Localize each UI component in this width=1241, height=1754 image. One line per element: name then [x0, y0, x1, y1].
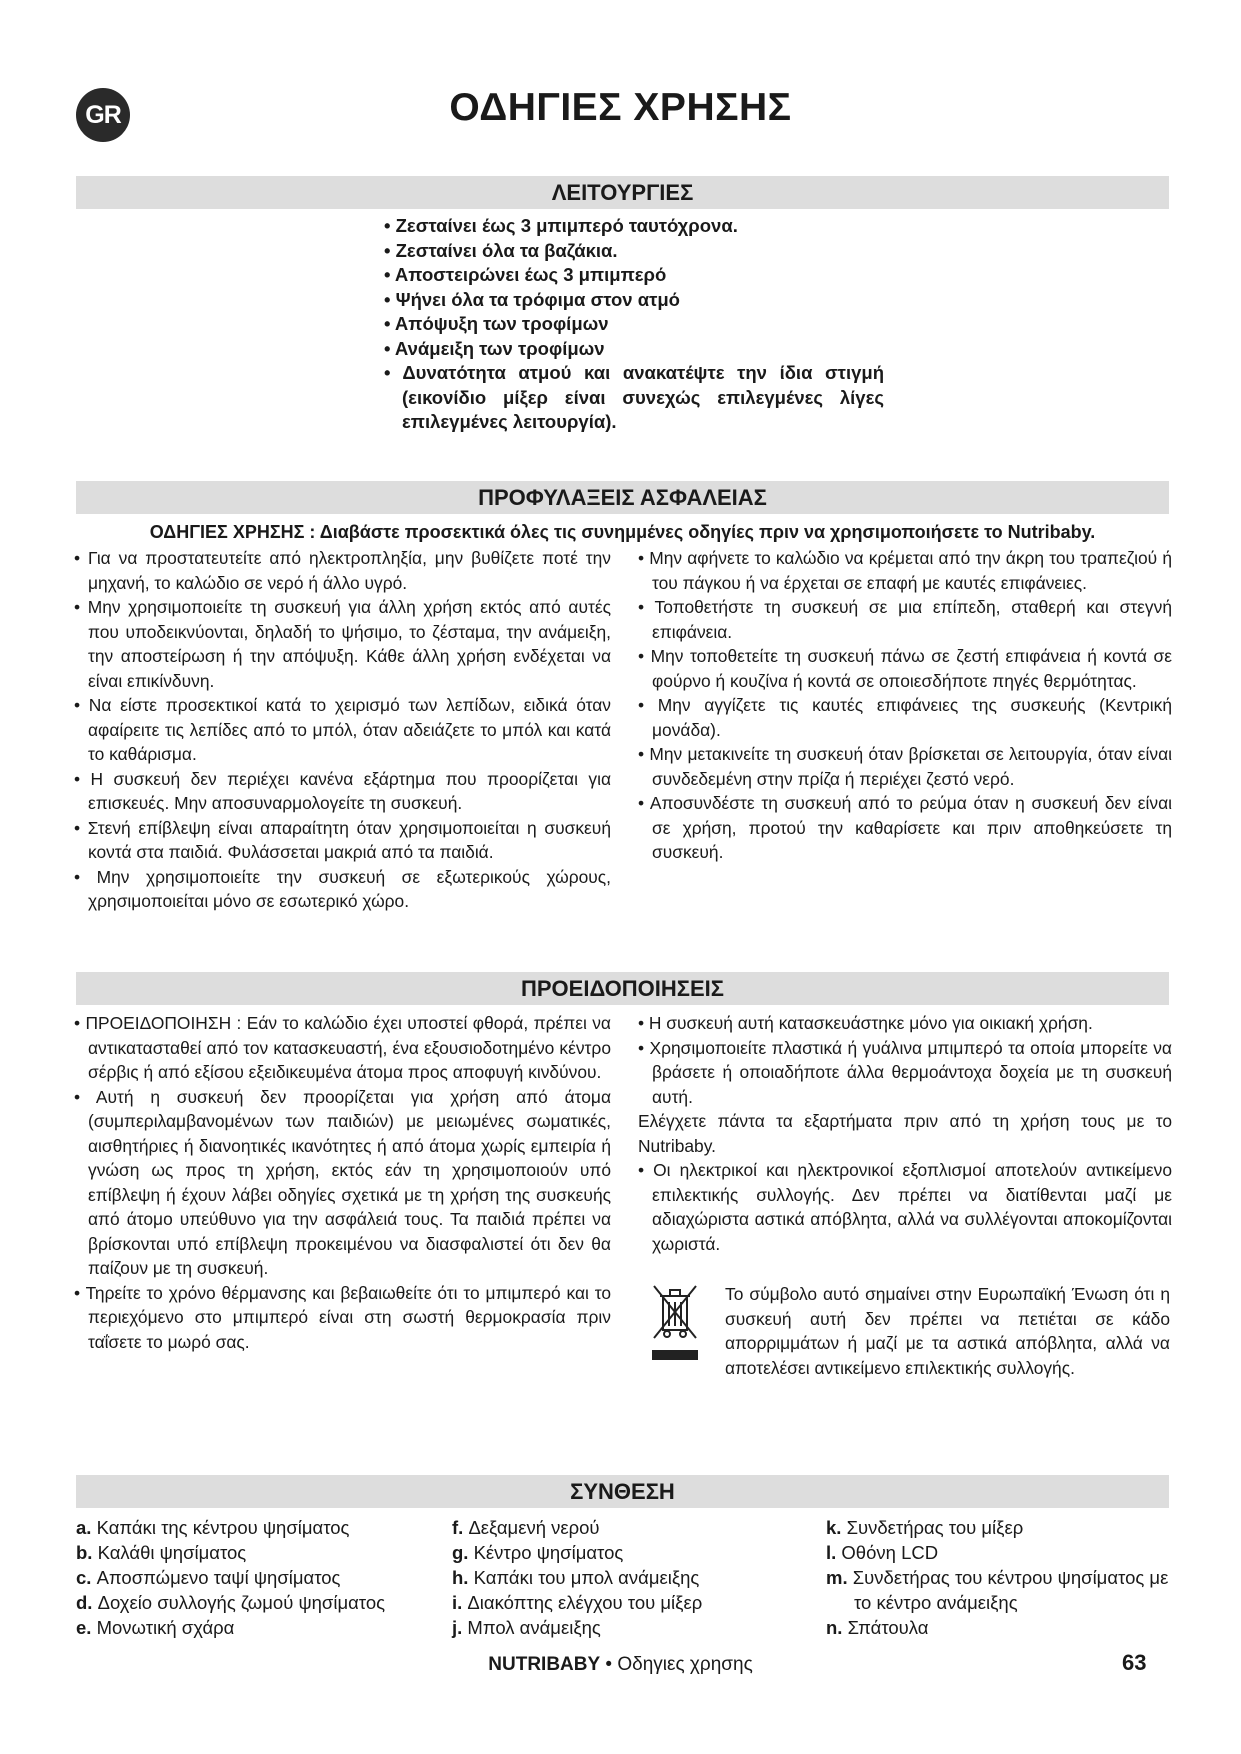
- page-number: 63: [1122, 1650, 1147, 1675]
- weee-description: Το σύμβολο αυτό σημαίνει στην Ευρωπαϊκή Ένωση ότι η συσκευή αυτή δεν πρέπει να πετιέται σε κάδο απορριμμάτων ή μαζί με τα αστικά απόβλητα, αλλά να αποτελέσει αντικείμενο επιλεκτικής συλλογής.: [725, 1284, 1170, 1378]
- parts-column-3: [826, 1515, 1171, 1640]
- parts-column-1: [76, 1515, 436, 1640]
- part-item: k. Συνδετήρας του μίξερ: [826, 1517, 1024, 1538]
- parts-column-2: [452, 1515, 782, 1640]
- safety-item: • Μην μετακινείτε τη συσκευή όταν βρίσκεται σε λειτουργία, όταν είναι συνδεδεμένη στην πρίζα ή περιέχει ζεστό νερό.: [638, 744, 1172, 789]
- warning-item: • Τηρείτε το χρόνο θέρμανσης και βεβαιωθείτε ότι το μπιμπερό και το περιεχόμενο στο μπιμπερό είναι στη σωστή θερμοκρασία πριν ταΐσετε το μωρό σας.: [74, 1282, 611, 1352]
- safety-item: • Μην χρησιμοποιείτε την συσκευή σε εξωτερικούς χώρους, χρησιμοποιείται μόνο σε εσωτερικό χώρο.: [74, 866, 611, 911]
- part-item: h. Καπάκι του μπολ ανάμειξης: [452, 1567, 700, 1588]
- part-item: f. Δεξαμενή νερού: [452, 1517, 600, 1538]
- features-list: [384, 214, 884, 435]
- feature-item: • Αποστειρώνει έως 3 μπιμπερό: [384, 264, 667, 285]
- footer-separator: •: [600, 1654, 618, 1675]
- feature-item: • Ψήνει όλα τα τρόφιμα στον ατμό: [384, 288, 680, 310]
- page-title: ΟΔΗΓΙΕΣ ΧΡΗΣΗΣ: [449, 86, 792, 129]
- footer-brand: NUTRIBABY: [488, 1654, 601, 1675]
- safety-right-column: [638, 546, 1172, 865]
- section-header-features: ΛΕΙΤΟΥΡΓΙΕΣ: [76, 176, 1169, 209]
- feature-item: • Ζεσταίνει έως 3 μπιμπερό ταυτόχρονα.: [384, 215, 738, 236]
- part-item: e. Μονωτική σχάρα: [76, 1617, 235, 1638]
- safety-intro: ΟΔΗΓΙΕΣ ΧΡΗΣΗΣ : Διαβάστε προσεκτικά όλες τις συνημμένες οδηγίες πριν να χρησιμοποιήσετε το Nutribaby.: [149, 522, 1096, 542]
- warning-item: • Αυτή η συσκευή δεν προορίζεται για χρήση από άτομα (συμπεριλαμβανομένων των παιδιών) με μειωμένες σωματικές, αισθητήριες ή διανοητικές ικανότητες ή από άτομα χωρίς εμπειρία ή γνώση ως προς τη χρήση, εκτός εάν τη χρησιμοποιούν υπό επίβλεψη ή έχουν λάβει οδηγίες σχετικά με τη χρήση της συσκευής από άτομο υπεύθυνο για την ασφάλειά τους. Τα παιδιά πρέπει να βρίσκονται υπό επίβλεψη προκειμένου να διασφαλιστεί ότι δεν θα παίζουν με τη συσκευή.: [74, 1086, 611, 1278]
- feature-item: • Ανάμειξη των τροφίμων: [384, 337, 605, 359]
- section-header-composition: ΣΥΝΘΕΣΗ: [76, 1475, 1169, 1508]
- safety-item: • Στενή επίβλεψη είναι απαραίτητη όταν χρησιμοποιείται η συσκευή κοντά στα παιδιά. Φυλάσσεται μακριά από τα παιδιά.: [74, 817, 611, 862]
- warning-item: • Οι ηλεκτρικοί και ηλεκτρονικοί εξοπλισμοί αποτελούν αντικείμενο επιλεκτικής συλλογής. Δεν πρέπει να διατίθενται μαζί με αδιαχώριστα αστικά απόβλητα, αλλά να συλλέγονται αποκομίζονται χωριστά.: [638, 1160, 1172, 1254]
- safety-item: • Αποσυνδέστε τη συσκευή από το ρεύμα όταν η συσκευή δεν είναι σε χρήση, προτού την καθαρίσετε και πριν αποθηκεύσετε τη συσκευή.: [638, 793, 1172, 862]
- safety-item: • Μην αφήνετε το καλώδιο να κρέμεται από την άκρη του τραπεζιού ή του πάγκου ή να έρχεται σε επαφή με καυτές επιφάνειες.: [638, 548, 1172, 593]
- safety-item: • Τοποθετήστε τη συσκευή σε μια επίπεδη, σταθερή και στεγνή επιφάνεια.: [638, 597, 1172, 642]
- part-item: i. Διακόπτης ελέγχου του μίξερ: [452, 1592, 703, 1613]
- page-footer: [0, 1654, 1241, 1676]
- warnings-right-column: [638, 1011, 1172, 1256]
- safety-item: • Για να προστατευτείτε από ηλεκτροπληξία, μην βυθίζετε ποτέ την μηχανή, το καλώδιο σε νερό ή άλλο υγρό.: [74, 548, 611, 593]
- weee-bin-icon: [650, 1282, 700, 1362]
- safety-item: • Μην τοποθετείτε τη συσκευή πάνω σε ζεστή επιφάνεια ή κοντά σε φούρνο ή κουζίνα ή κοντά σε οποιεσδήποτε πηγές θερμότητας.: [638, 646, 1172, 691]
- part-item: b. Καλάθι ψησίματος: [76, 1542, 247, 1563]
- part-item: m. Συνδετήρας του κέντρου ψησίματος με το κέντρο ανάμειξης: [826, 1567, 1169, 1613]
- safety-item: • Η συσκευή δεν περιέχει κανένα εξάρτημα που προορίζεται για επισκευές. Μην αποσυναρμολογείτε τη συσκευή.: [74, 768, 611, 813]
- safety-item: • Μην χρησιμοποιείτε τη συσκευή για άλλη χρήση εκτός από αυτές που υποδεικνύονται, δηλαδή το ψήσιμο, το ζέσταμα, την ανάμειξη, την αποστείρωση ή την απόψυξη. Κάθε άλλη χρήση ενδέχεται να είναι επικίνδυνη.: [74, 597, 611, 691]
- warning-item: • Χρησιμοποιείτε πλαστικά ή γυάλινα μπιμπερό τα οποία μπορείτε να βράσετε ή οποιαδήποτε άλλα θερμοάντοχα δοχεία με τη συσκευή αυτή.: [638, 1037, 1172, 1107]
- feature-item: • Ζεσταίνει όλα τα βαζάκια.: [384, 239, 618, 261]
- section-header-safety: ΠΡΟΦΥΛΑΞΕΙΣ ΑΣΦΑΛΕΙΑΣ: [76, 481, 1169, 514]
- part-item: l. Οθόνη LCD: [826, 1542, 939, 1563]
- part-item: c. Αποσπώμενο ταψί ψησίματος: [76, 1567, 341, 1588]
- feature-item: • Δυνατότητα ατμού και ανακατέψτε την ίδια στιγμή (εικονίδιο μίξερ είναι συνεχώς επιλεγμένες λίγες επιλεγμένες λειτουργία).: [384, 362, 884, 432]
- warning-item: Ελέγχετε πάντα τα εξαρτήματα πριν από τη χρήση τους με το Nutribaby.: [638, 1111, 1172, 1156]
- warning-item: • Η συσκευή αυτή κατασκευάστηκε μόνο για οικιακή χρήση.: [638, 1013, 1093, 1033]
- section-header-warnings: ΠΡΟΕΙΔΟΠΟΙΗΣΕΙΣ: [76, 972, 1169, 1005]
- warning-item: • ΠΡΟΕΙΔΟΠΟΙΗΣΗ : Εάν το καλώδιο έχει υποστεί φθορά, πρέπει να αντικατασταθεί από τον κατασκευαστή, ένα εξουσιοδοτημένο κέντρο σέρβις ή από εξίσου εξειδικευμένα άτομα προς αποφυγή κινδύνου.: [74, 1013, 611, 1082]
- part-item: g. Κέντρο ψησίματος: [452, 1542, 624, 1563]
- footer-text: Οδηγιες χρησης: [617, 1654, 753, 1675]
- warnings-left-column: [74, 1011, 611, 1354]
- part-item: d. Δοχείο συλλογής ζωμού ψησίματος: [76, 1592, 386, 1613]
- part-item: j. Μπολ ανάμειξης: [452, 1617, 601, 1638]
- feature-item: • Απόψυξη των τροφίμων: [384, 313, 609, 334]
- safety-item: • Μην αγγίζετε τις καυτές επιφάνειες της συσκευής (Κεντρική μονάδα).: [638, 695, 1172, 740]
- part-item: n. Σπάτουλα: [826, 1617, 929, 1638]
- safety-item: • Να είστε προσεκτικοί κατά το χειρισμό των λεπίδων, ειδικά όταν αφαίρειτε τις λεπίδες από το μπόλ, όταν αδειάζετε το μπόλ και κατά το καθάρισμα.: [74, 695, 611, 764]
- part-item: a. Καπάκι της κέντρου ψησίματος: [76, 1517, 350, 1538]
- safety-left-column: [74, 546, 611, 914]
- language-badge: GR: [76, 88, 130, 142]
